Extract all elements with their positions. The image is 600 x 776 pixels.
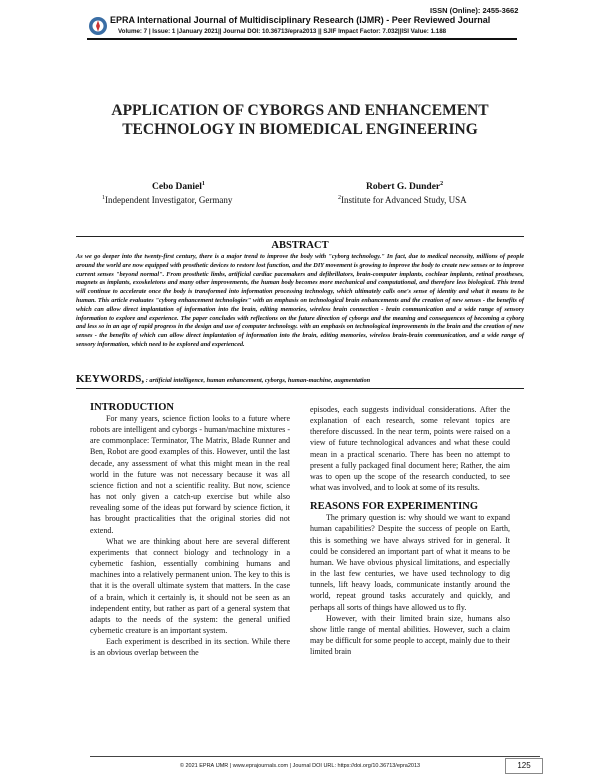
author-2-affiliation: $^2$Institute for Advanced Study, USA <box>338 195 467 206</box>
keywords-rule <box>76 388 524 389</box>
keywords <box>76 373 524 385</box>
abstract-heading: ABSTRACT <box>271 240 329 251</box>
author-1-name: Cebo Daniel$^1$ <box>152 181 205 193</box>
journal-name: EPRA International Journal of Multidisciplinary Research (IJMR) - Peer Reviewed Journal <box>110 15 491 25</box>
left-column <box>90 402 290 658</box>
abstract-top-rule <box>76 236 524 237</box>
intro-paragraph-3: Each experiment is described in its section. While there is an obvious overlap between the <box>90 637 290 658</box>
keywords-text: : artificial intelligence, human enhancement, cyborgs, human-machine, augmentation <box>144 377 371 384</box>
journal-logo-icon <box>88 16 108 36</box>
abstract-text: As we go deeper into the twenty-first century, there is a major trend to improve the body with "cyborg technology." In fact, due to medical necessity, millions of people around the world are now equipped with prosthetic devices to restore lost function, and the DIY movement is growing to improve the body to create new senses or to improve current senses "beyond normal". From prosthetic limbs, artificial cardiac pacemakers and defibrillators, brain-computer implants, cochlear implants, retinal prostheses, magnets as implants, exoskeletons and many other improvements, the human body becomes more mechanical and computational, and therefore less biological. This trend will continue to accelerate once the body is transformed into information processing technology, which ultimately calls one's sense of identity and what it means to be human. This article evaluates "cyborg enhancement technologies" with an emphasis on technological brain enhancements and the creation of new senses - the benefits of which can allow direct implantation of information into the brain, editing memories, wireless brain connection - brain communication and a wide range of sensory information to explore and experience. The paper concludes with reflections on the future direction of cyborgs and the meaning and consequences of becoming a cyborg and less so in an age of rapid progress in the design and use of computer technology. with an emphasis on technological improvements in the brain and the creation of new senses - the benefits of which can allow direct implantation of information into the brain, editing memories, wireless brain-brain communication, and a wide range of sensory information, which need to be explored and experienced. <box>76 253 524 348</box>
title-line-1: APPLICATION OF CYBORGS AND ENHANCEMENT <box>111 102 489 119</box>
header-rule <box>87 38 517 40</box>
issn: ISSN (Online): 2455-3662 <box>430 6 519 15</box>
right-paragraph-1: episodes, each suggests individual considerations. After the explanation of each research, some relevant topics are therefore discussed. In the near term, points were raised on a view of future technological advances and what these could mean in a practical scenario. There has been no attempt to present a fully packaged final document here; Rather, the aim was to open up the scope of the research conducted, to see what was involved, and to look at some of its results. <box>310 405 510 493</box>
author-1-affiliation: $^1$Independent Investigator, Germany <box>102 195 233 206</box>
right-column <box>310 404 510 657</box>
author-2 <box>338 181 546 206</box>
intro-paragraph-2: What we are thinking about here are several different experiments that connect biology and technology in a cybernetic fashion, essentially combining humans and machines into a relatively permanent union. The key to this is that it is the overall ultimate system that matters. In the case of a brain, which it certainly is, it should not be seen as an independent entity, but rather as part of a general system that adapts to the needs of the system: the general unified cybernetic creature is an important system. <box>90 536 290 635</box>
author-1 <box>102 181 300 206</box>
paper-title <box>60 101 540 139</box>
intro-paragraph-1: For many years, science fiction looks to a future where robots are intelligent and cyborgs - human/machine mixtures - are commonplace: Terminator, The Matrix, Blade Runner and Ben, Robot are good examples of this. However, until the last decade, any assessment of what this might mean in the real world in the future was not necessary because it was all science fiction and not a scientific reality. But now, science has not only given a catch-up exercise but while also revealing some of the ideas put forward by science fiction, it has brought practicalities that the original stories did not extend. <box>90 414 290 535</box>
author-2-name: Robert G. Dunder$^2$ <box>366 181 444 193</box>
title-line-2: TECHNOLOGY IN BIOMEDICAL ENGINEERING <box>122 121 478 138</box>
page-number: 125 <box>505 758 543 774</box>
intro-heading: INTRODUCTION <box>90 402 175 413</box>
reasons-heading: REASONS FOR EXPERIMENTING <box>310 501 479 513</box>
footer-text: © 2021 EPRA IJMR | www.eprajournals.com | Journal DOI URL: https://doi.org/10.36713/epra2013 <box>179 763 421 769</box>
right-paragraph-2: The primary question is: why should we want to expand human capabilities? Despite the success of people on Earth, this is something we have always strived for in general. It could be considered an important part of what it means to be human. We have obvious physical limitations, and especially in the last few centuries, we have used technology to dig tunnels, lift heavy loads, communicate instantly around the world, repeat ground tasks accurately and quickly, and perhaps all sorts of things have allowed us to fly. <box>310 513 510 612</box>
journal-volume-line: Volume: 7 | Issue: 1 |January 2021|| Journal DOI: 10.36713/epra2013 || SJIF Impact Factor: 7.032||ISI Value: 1.188 <box>118 28 447 35</box>
footer-rule <box>90 756 540 757</box>
right-paragraph-3: However, with their limited brain size, humans also show little range of mental abilities. However, such a claim may be difficult for some people to accept, mainly due to their limited brain <box>310 613 510 657</box>
keywords-label: KEYWORDS, <box>76 373 145 385</box>
